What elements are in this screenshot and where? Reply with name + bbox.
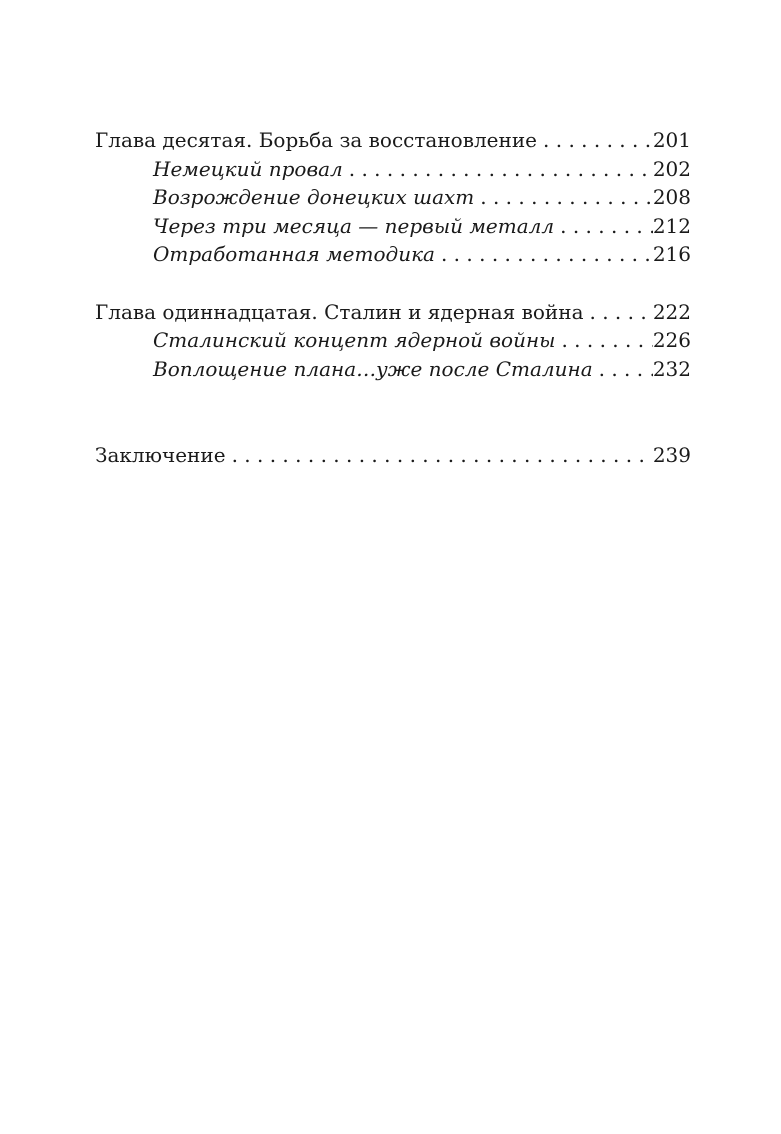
toc-entry-title: Глава десятая. Борьба за восстановление	[95, 128, 538, 152]
dot-leader	[584, 298, 653, 327]
toc-section	[95, 183, 691, 212]
toc-entry-page: 239	[652, 443, 691, 467]
dot-leader	[343, 155, 653, 184]
toc-section	[95, 240, 691, 269]
toc-section	[95, 155, 691, 184]
toc-entry-page: 226	[652, 328, 691, 352]
dot-leader	[555, 326, 652, 355]
toc-entry-page: 216	[652, 242, 691, 266]
dot-leader	[474, 183, 653, 212]
toc-entry-page: 201	[652, 128, 691, 152]
toc-entry-title: Глава одиннадцатая. Сталин и ядерная война	[95, 299, 584, 324]
toc-entry-page: 202	[652, 156, 691, 181]
toc-entry-page: 208	[652, 185, 691, 209]
dot-leader	[226, 441, 653, 470]
dot-leader	[554, 212, 653, 241]
spacer	[95, 383, 691, 441]
dot-leader	[435, 240, 653, 269]
toc-section	[95, 212, 691, 241]
dot-leader	[537, 126, 653, 155]
toc-entry-page: 212	[652, 213, 691, 238]
dot-leader	[593, 355, 653, 384]
toc-entry-title: Немецкий провал	[153, 156, 343, 181]
toc-chapter-11	[95, 298, 691, 327]
toc-section	[95, 326, 691, 355]
toc-entry-title: Через три месяца — первый металл	[153, 213, 555, 238]
toc-entry-page: 222	[652, 299, 691, 324]
toc-entry-title: Возрождение донецких шахт	[153, 185, 475, 209]
table-of-contents	[95, 126, 691, 470]
spacer	[95, 269, 691, 298]
toc-section	[95, 355, 691, 384]
toc-entry-title: Сталинский концепт ядерной войны	[153, 328, 556, 352]
toc-conclusion	[95, 441, 691, 470]
toc-chapter-10	[95, 126, 691, 155]
toc-entry-title: Заключение	[95, 443, 226, 467]
toc-entry-title: Отработанная методика	[153, 242, 435, 266]
toc-entry-page: 232	[652, 356, 691, 381]
toc-entry-title: Воплощение плана…уже после Сталина	[153, 356, 593, 381]
